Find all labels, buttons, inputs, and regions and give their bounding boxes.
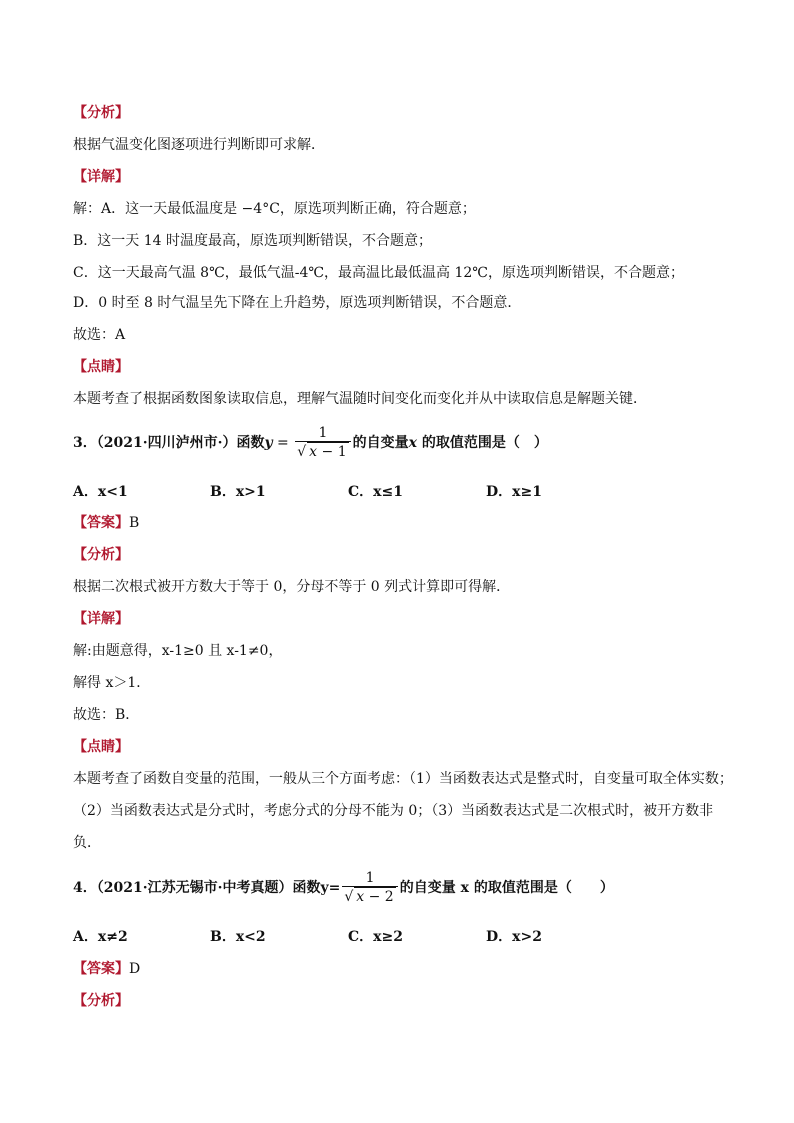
q3-answer: [73, 513, 139, 533]
fraction-denominator: [342, 887, 397, 906]
detail-line-b: B．这一天 14 时温度最高，原选项判断错误，不合题意；: [73, 233, 433, 249]
sqrt-icon: √: [344, 889, 354, 905]
q4-option-a[interactable]: A．x≠2: [73, 929, 128, 945]
q3-analysis-heading: 【分析】: [73, 547, 129, 563]
q4-option-d[interactable]: D．x>2: [486, 929, 542, 945]
var-x: x: [408, 435, 417, 451]
question-4: [73, 870, 614, 906]
question-3-suffix1: 的自变量: [352, 435, 409, 451]
detail-line-c: C．这一天最高气温 8℃，最低气温-4℃，最高温比最低温高 12℃，原选项判断错误，不合题意；: [73, 265, 684, 281]
var-y-eq: y=: [320, 880, 341, 896]
q3-comment-line-3: 负．: [73, 835, 101, 851]
q4-answer: [73, 959, 140, 979]
q3-detail-line-3: 故选：B．: [73, 707, 140, 723]
q3-detail-line-2: 解得 x＞1．: [73, 675, 151, 691]
comment-text: 本题考查了根据函数图象读取信息，理解气温随时间变化而变化并从中读取信息是解题关键．: [73, 391, 647, 407]
detail-line-a: 解：A．这一天最低温度是 −4°C，原选项判断正确，符合题意；: [73, 201, 476, 217]
detail-heading: 【详解】: [73, 169, 129, 185]
q4-option-c[interactable]: C．x≥2: [348, 929, 403, 945]
var-y: y: [264, 435, 273, 451]
detail-line-d: D．0 时至 8 时气温呈先下降在上升趋势，原选项判断错误，不合题意．: [73, 295, 522, 311]
radicand-var: x: [309, 444, 318, 460]
fraction-denominator: [295, 442, 350, 461]
analysis-text: 根据气温变化图逐项进行判断即可求解．: [73, 137, 325, 153]
fraction: [295, 425, 350, 461]
analysis-heading: 【分析】: [73, 105, 129, 121]
answer-value: B: [129, 515, 140, 531]
fraction-numerator: 1: [295, 425, 350, 442]
radicand-rest: − 1: [317, 444, 347, 460]
radicand-var: x: [356, 889, 365, 905]
sqrt-icon: √: [297, 444, 307, 460]
question-3-suffix2: 的取值范围是（ ）: [416, 435, 548, 451]
q4-analysis-heading: 【分析】: [73, 993, 129, 1009]
answer-label: 【答案】: [73, 961, 129, 977]
answer-label: 【答案】: [73, 515, 129, 531]
q3-analysis-text: 根据二次根式被开方数大于等于 0，分母不等于 0 列式计算即可得解．: [73, 579, 511, 595]
answer-value: D: [129, 961, 141, 977]
q3-comment-heading: 【点睛】: [73, 739, 129, 755]
choice-line: 故选：A: [73, 327, 126, 343]
radicand-rest: − 2: [364, 889, 394, 905]
q3-detail-line-1: 解:由题意得，x-1≥0 且 x-1≠0，: [73, 643, 283, 659]
question-4-suffix: 的自变量 x 的取值范围是（ ）: [399, 880, 614, 896]
equals: =: [272, 435, 294, 451]
q3-option-c[interactable]: C．x≤1: [348, 484, 403, 500]
q3-comment-line-2: （2）当函数表达式是分式时，考虑分式的分母不能为 0；（3）当函数表达式是二次根式时，被开方数非: [73, 803, 714, 819]
q3-detail-heading: 【详解】: [73, 611, 129, 627]
question-3: [73, 425, 548, 461]
q3-option-d[interactable]: D．x≥1: [486, 484, 542, 500]
question-3-prefix: 3．（2021·四川泸州市·）函数: [73, 435, 265, 451]
q4-option-b[interactable]: B．x<2: [210, 929, 266, 945]
question-4-prefix: 4．（2021·江苏无锡市·中考真题）函数: [73, 880, 321, 896]
q3-comment-line-1: 本题考查了函数自变量的范围，一般从三个方面考虑：（1）当函数表达式是整式时，自变量可取全体实数；: [73, 771, 733, 787]
fraction-numerator: 1: [342, 870, 397, 887]
comment-heading: 【点睛】: [73, 359, 129, 375]
q3-option-a[interactable]: A．x<1: [73, 484, 128, 500]
fraction: [342, 870, 397, 906]
q3-option-b[interactable]: B．x>1: [210, 484, 266, 500]
